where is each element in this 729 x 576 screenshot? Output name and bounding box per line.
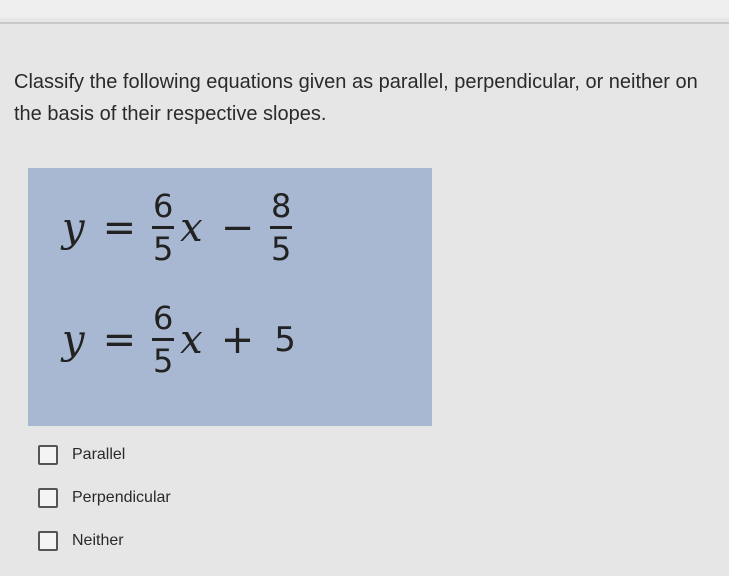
- equation-2-operator: +: [220, 316, 255, 363]
- equation-1-slope-numerator: 6: [152, 187, 174, 225]
- equation-1-operator: −: [220, 204, 255, 251]
- equation-1-constant: [270, 188, 292, 267]
- equation-2-constant: 5: [274, 319, 296, 360]
- option-neither-label: Neither: [72, 532, 124, 549]
- equation-1: [58, 188, 294, 267]
- option-parallel-label: Parallel: [72, 446, 126, 463]
- equation-1-slope-denominator: 5: [152, 230, 174, 268]
- equation-1-constant-denominator: 5: [271, 230, 292, 268]
- equation-1-equals: =: [102, 204, 137, 251]
- option-perpendicular[interactable]: [38, 488, 171, 508]
- option-neither[interactable]: [38, 531, 124, 551]
- equation-2-lhs: y: [62, 316, 85, 363]
- top-divider: [0, 22, 729, 24]
- equation-1-constant-numerator: 8: [271, 187, 292, 225]
- equation-1-variable: x: [180, 204, 203, 251]
- option-perpendicular-label: Perpendicular: [72, 489, 171, 506]
- fraction-bar: [152, 338, 174, 341]
- equation-2-equals: =: [102, 316, 137, 363]
- fraction-bar: [152, 226, 174, 229]
- equation-1-slope: [152, 188, 174, 267]
- checkbox-perpendicular[interactable]: [38, 488, 58, 508]
- equation-1-lhs: y: [62, 204, 85, 251]
- fraction-bar: [270, 226, 292, 229]
- equation-2-slope-numerator: 6: [152, 299, 174, 337]
- equation-2: [58, 300, 296, 379]
- question-text: Classify the following equations given as parallel, perpendicular, or neither on the basis of their respective slopes.: [14, 71, 698, 125]
- checkbox-parallel[interactable]: [38, 445, 58, 465]
- option-parallel[interactable]: [38, 445, 125, 465]
- equation-2-slope: [152, 300, 174, 379]
- checkbox-neither[interactable]: [38, 531, 58, 551]
- equation-2-variable: x: [180, 316, 203, 363]
- top-bar: [0, 0, 729, 18]
- equation-2-slope-denominator: 5: [152, 342, 174, 380]
